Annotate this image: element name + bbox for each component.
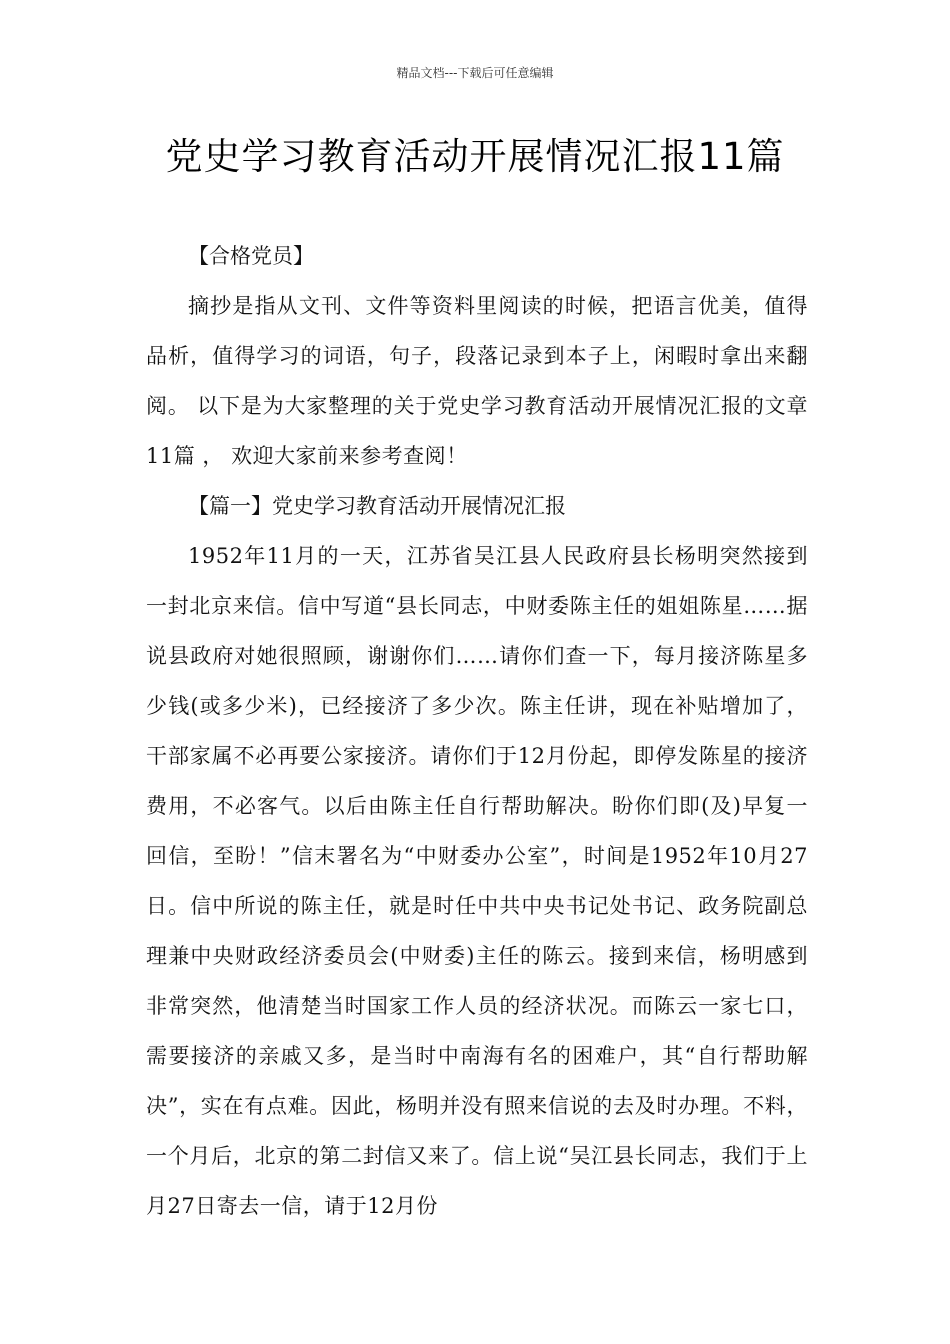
header-note: 精品文档---下载后可任意编辑 xyxy=(396,66,554,80)
section-label: 【合格党员】 xyxy=(188,244,314,268)
document-title: 党史学习教育活动开展情况汇报11篇 xyxy=(165,135,785,178)
intro-paragraph: 摘抄是指从文刊、文件等资料里阅读的时候，把语言优美，值得品析，值得学习的词语，句子，段落记录到本子上，闲暇时拿出来翻阅。 以下是为大家整理的关于党史学习教育活动开展情况汇报的文章11篇 ， 欢迎大家前来参考查阅！ xyxy=(146,294,808,468)
chapter-paragraph: 1952年11月的一天，江苏省吴江县人民政府县长杨明突然接到一封北京来信。信中写道“县长同志，中财委陈主任的姐姐陈星……据说县政府对她很照顾，谢谢你们……请你们查一下，每月接济陈星多少钱(或多少米)，已经接济了多少次。陈主任讲，现在补贴增加了，干部家属不必再要公家接济。请你们于12月份起，即停发陈星的接济费用，不必客气。以后由陈主任自行帮助解决。盼你们即(及)早复一回信，至盼！”信末署名为“中财委办公室”，时间是1952年10月27日。信中所说的陈主任，就是时任中共中央书记处书记、政务院副总理兼中央财政经济委员会(中财委)主任的陈云。接到来信，杨明感到非常突然，他清楚当时国家工作人员的经济状况。而陈云一家七口，需要接济的亲戚又多，是当时中南海有名的困难户，其“自行帮助解决”，实在有点难。因此，杨明并没有照来信说的去及时办理。不料，一个月后，北京的第二封信又来了。信上说“吴江县长同志，我们于上月27日寄去一信，请于12月份 xyxy=(146,544,808,1218)
document-body xyxy=(146,231,808,1231)
chapter-heading: 【篇一】党史学习教育活动开展情况汇报 xyxy=(188,494,566,518)
